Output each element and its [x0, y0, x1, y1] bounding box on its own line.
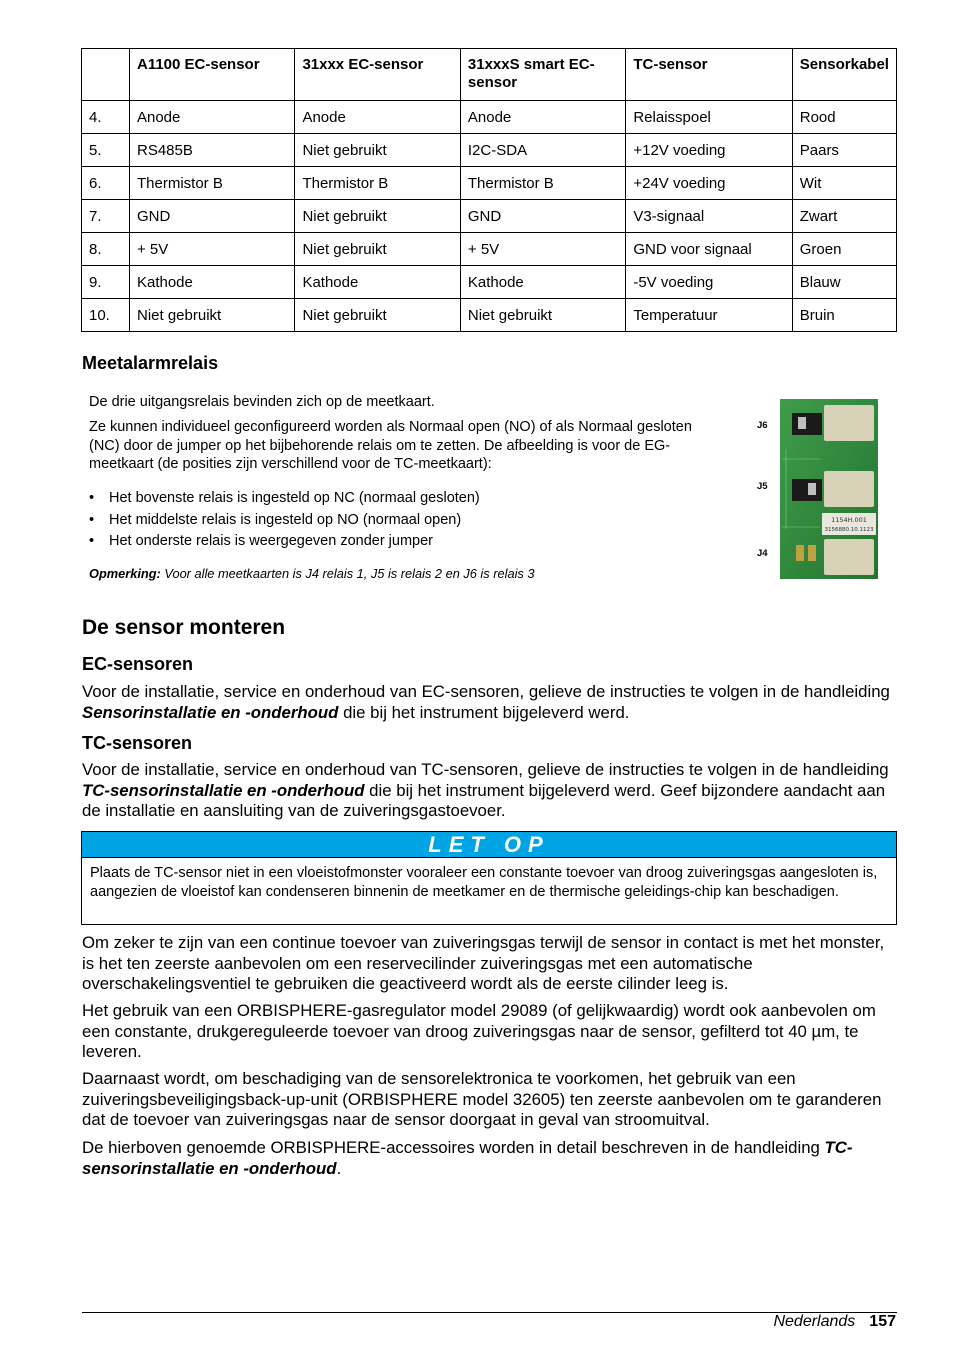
table-row: [82, 167, 897, 200]
table-header-cell: A1100 EC-sensor: [129, 49, 294, 101]
paragraph-backup-unit: Daarnaast wordt, om beschadiging van de sensorelektronica te voorkomen, het gebruik van een zuiveringsbeveiligingsback-up-unit (ORBISPHERE model 32605) ten zeerste aanbevolen om te garanderen dat de toevoer van zuiveringsgas naar de sensor doorgaat in geval van stroomuitval.: [82, 1069, 882, 1129]
table-cell: Kathode: [460, 266, 625, 299]
table-header-cell: [82, 49, 130, 101]
page-number: 157: [869, 1313, 896, 1330]
jumper-label-j6: J6: [757, 420, 768, 431]
table-cell: Thermistor B: [295, 167, 460, 200]
accessories-manual-title: TC-sensorinstallatie en -onderhoud: [82, 1138, 853, 1178]
table-cell: 7.: [82, 200, 130, 233]
table-cell: Anode: [129, 101, 294, 134]
table-body: [82, 101, 897, 332]
table-header-cell: Sensorkabel: [792, 49, 896, 101]
table-cell: Thermistor B: [460, 167, 625, 200]
tc-text-end: die bij het instrument bijgeleverd werd. Geef bijzondere aandacht aan de installatie en aansluiting van de zuiveringsgastoevoer.: [82, 780, 886, 820]
ec-text: Voor de installatie, service en onderhoud van EC-sensoren, gelieve de instructies te volgen in de handleiding: [82, 682, 890, 701]
table-cell: Niet gebruikt: [295, 200, 460, 233]
table-cell: +24V voeding: [626, 167, 792, 200]
tc-manual-title: TC-sensorinstallatie en -onderhoud: [82, 780, 365, 800]
relay-heading: Meetalarmrelais: [82, 353, 219, 373]
table-cell: 4.: [82, 101, 130, 134]
table-cell: Niet gebruikt: [129, 299, 294, 332]
table-cell: GND: [460, 200, 625, 233]
table-cell: 10.: [82, 299, 130, 332]
tc-heading: TC-sensoren: [82, 733, 193, 753]
note-label: Opmerking:: [89, 566, 161, 581]
paragraph-gas-regulator: Het gebruik van een ORBISPHERE-gasregulator model 29089 (of gelijkwaardig) wordt ook aanbevolen om een constante, drukgereguleerde toevoer van droog zuiveringsgas naar de sensor, gefilterd tot 40 µm, te leveren.: [82, 1001, 876, 1061]
list-item: • Het onderste relais is weergegeven zonder jumper: [89, 531, 480, 553]
table-cell: Niet gebruikt: [295, 299, 460, 332]
table-cell: I2C-SDA: [460, 134, 625, 167]
table-cell: Blauw: [792, 266, 896, 299]
footer-language: Nederlands: [773, 1313, 856, 1330]
ec-heading: EC-sensoren: [82, 654, 194, 674]
note-text: Voor alle meetkaarten is J4 relais 1, J5 is relais 2 en J6 is relais 3: [164, 566, 535, 581]
table-cell: 5.: [82, 134, 130, 167]
table-row: [82, 266, 897, 299]
caution-text: Plaats de TC-sensor niet in een vloeistofmonster vooraleer een constante toevoer van droog zuiveringsgas aangesloten is, aangezien de vloeistof kan condenseren binnenin de meetkamer en de thermische geleidings-chip kan beschadigen.: [90, 865, 878, 900]
table-row: [82, 299, 897, 332]
table-row: [82, 200, 897, 233]
table-cell: Bruin: [792, 299, 896, 332]
table-header-cell: TC-sensor: [626, 49, 792, 101]
table-row: [82, 134, 897, 167]
table-cell: V3-signaal: [626, 200, 792, 233]
table-cell: 9.: [82, 266, 130, 299]
table-cell: Zwart: [792, 200, 896, 233]
table-cell: 8.: [82, 233, 130, 266]
table-row: [82, 233, 897, 266]
table-cell: RS485B: [129, 134, 294, 167]
table-cell: Anode: [295, 101, 460, 134]
table-cell: 6.: [82, 167, 130, 200]
paragraph-accessories: [82, 1138, 894, 1179]
table-cell: GND voor signaal: [626, 233, 792, 266]
table-cell: Niet gebruikt: [460, 299, 625, 332]
table-cell: Groen: [792, 233, 896, 266]
caution-box: [81, 831, 897, 925]
ec-manual-title: Sensorinstallatie en -onderhoud: [82, 702, 339, 722]
relay-description: Ze kunnen individueel geconfigureerd worden als Normaal open (NO) of als Normaal gesloten (NC) door de jumper op het bijbehorende relais om te zetten. De afbeelding is voor de EG-meetkaart (de posities zijn verschillend voor de TC-meetkaart):: [89, 419, 692, 472]
table-cell: Niet gebruikt: [295, 233, 460, 266]
sensor-wiring-table: [81, 48, 897, 332]
tc-text: Voor de installatie, service en onderhoud van TC-sensoren, gelieve de instructies te volgen in de handleiding: [82, 760, 889, 779]
table-cell: +12V voeding: [626, 134, 792, 167]
board-label-line-2: 3156880.10.1123: [824, 527, 874, 533]
table-header-row: [82, 49, 897, 101]
table-cell: Thermistor B: [129, 167, 294, 200]
table-cell: + 5V: [460, 233, 625, 266]
jumper-label-j5: J5: [757, 481, 768, 492]
relay-bullet-list: [89, 488, 480, 553]
table-cell: Temperatuur: [626, 299, 792, 332]
paragraph-backup-cylinder: Om zeker te zijn van een continue toevoer van zuiveringsgas terwijl de sensor in contact is met het monster, is het ten zeerste aanbevolen om een reservecilinder zuiveringsgas met een automatische overschakelingsventiel te gebruiken die geactiveerd wordt als de eerste cilinder leeg is.: [82, 933, 885, 993]
relay-note: [89, 566, 534, 581]
table-cell: Niet gebruikt: [295, 134, 460, 167]
jumper-label-j4: J4: [757, 548, 768, 559]
table-cell: Paars: [792, 134, 896, 167]
mount-heading: De sensor monteren: [82, 616, 286, 639]
ec-paragraph: [82, 682, 894, 723]
table-cell: GND: [129, 200, 294, 233]
accessories-text: De hierboven genoemde ORBISPHERE-accessoires worden in detail beschreven in de handleiding: [82, 1138, 825, 1157]
table-header-cell: 31xxxS smart EC-sensor: [460, 49, 625, 101]
table-cell: Rood: [792, 101, 896, 134]
relay-intro: De drie uitgangsrelais bevinden zich op de meetkaart.: [89, 394, 435, 410]
table-header-cell: 31xxx EC-sensor: [295, 49, 460, 101]
accessories-text-end: .: [336, 1158, 342, 1178]
table-cell: -5V voeding: [626, 266, 792, 299]
table-cell: Relaisspoel: [626, 101, 792, 134]
list-item: • Het bovenste relais is ingesteld op NC (normaal gesloten): [89, 488, 480, 510]
caution-title: LET OP: [82, 832, 896, 858]
table-cell: Wit: [792, 167, 896, 200]
relay-board-photo: [752, 399, 878, 579]
table-cell: Anode: [460, 101, 625, 134]
page-footer: [773, 1313, 896, 1331]
table-cell: Kathode: [129, 266, 294, 299]
tc-paragraph: [82, 760, 894, 822]
list-item: • Het middelste relais is ingesteld op NO (normaal open): [89, 510, 480, 532]
table-cell: + 5V: [129, 233, 294, 266]
table-cell: Kathode: [295, 266, 460, 299]
ec-text-end: die bij het instrument bijgeleverd werd.: [338, 702, 630, 722]
table-row: [82, 101, 897, 134]
board-label-line-1: 1154H.001: [831, 516, 867, 524]
